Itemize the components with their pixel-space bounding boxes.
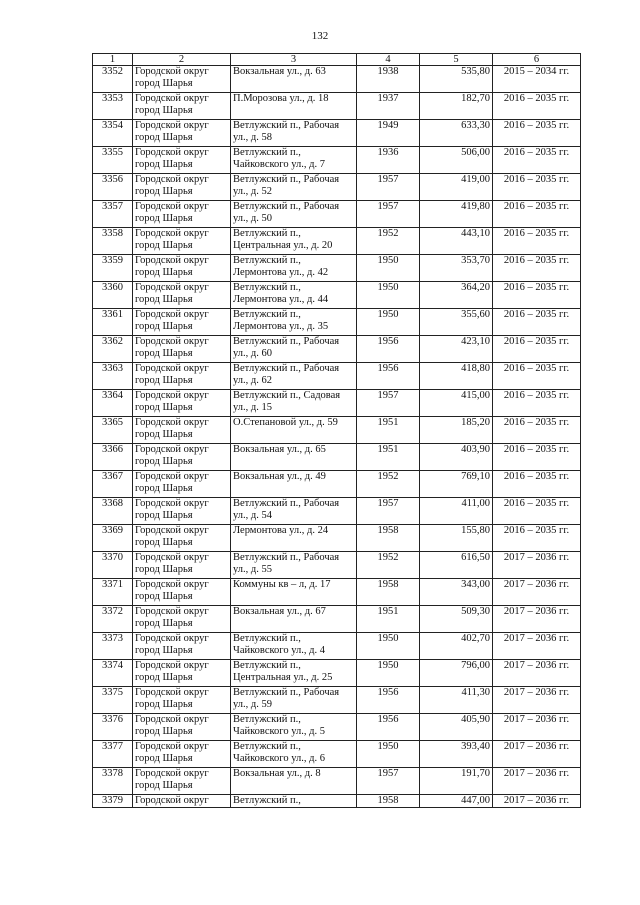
year-cell: 1952 [357,552,420,579]
row-number-cell: 3352 [93,66,133,93]
area-cell: 769,10 [420,471,493,498]
table-row [93,255,581,282]
address-cell: Вокзальная ул., д. 49 [231,471,357,498]
year-cell: 1957 [357,498,420,525]
row-number-cell: 3376 [93,714,133,741]
table-row [93,606,581,633]
table-row [93,228,581,255]
address-cell: Ветлужский п., Чайковского ул., д. 5 [231,714,357,741]
table-row [93,579,581,606]
year-cell: 1936 [357,147,420,174]
year-cell: 1957 [357,390,420,417]
municipality-cell: Городской округ город Шарья [133,714,231,741]
year-cell: 1950 [357,741,420,768]
year-cell: 1958 [357,795,420,808]
period-cell: 2017 – 2036 гг. [493,687,581,714]
period-cell: 2016 – 2035 гг. [493,444,581,471]
period-cell: 2017 – 2036 гг. [493,741,581,768]
row-number-cell: 3362 [93,336,133,363]
area-cell: 423,10 [420,336,493,363]
table-row [93,174,581,201]
address-cell: Вокзальная ул., д. 63 [231,66,357,93]
row-number-cell: 3366 [93,444,133,471]
table-row [93,417,581,444]
row-number-cell: 3367 [93,471,133,498]
area-cell: 402,70 [420,633,493,660]
column-header: 6 [493,54,581,66]
address-cell: Вокзальная ул., д. 8 [231,768,357,795]
year-cell: 1957 [357,201,420,228]
address-cell: Ветлужский п., [231,795,357,808]
year-cell: 1938 [357,66,420,93]
address-cell: Ветлужский п., Рабочая ул., д. 54 [231,498,357,525]
municipality-cell: Городской округ город Шарья [133,606,231,633]
municipality-cell: Городской округ город Шарья [133,390,231,417]
address-cell: Ветлужский п., Чайковского ул., д. 6 [231,741,357,768]
municipality-cell: Городской округ город Шарья [133,687,231,714]
area-cell: 419,80 [420,201,493,228]
area-cell: 411,30 [420,687,493,714]
period-cell: 2016 – 2035 гг. [493,336,581,363]
period-cell: 2016 – 2035 гг. [493,471,581,498]
municipality-cell: Городской округ город Шарья [133,228,231,255]
municipality-cell: Городской округ город Шарья [133,525,231,552]
municipality-cell: Городской округ город Шарья [133,471,231,498]
table-row [93,120,581,147]
year-cell: 1950 [357,282,420,309]
area-cell: 616,50 [420,552,493,579]
row-number-cell: 3377 [93,741,133,768]
address-cell: Ветлужский п., Чайковского ул., д. 4 [231,633,357,660]
address-cell: Ветлужский п., Рабочая ул., д. 60 [231,336,357,363]
area-cell: 633,30 [420,120,493,147]
address-cell: Ветлужский п., Рабочая ул., д. 62 [231,363,357,390]
row-number-cell: 3370 [93,552,133,579]
period-cell: 2017 – 2036 гг. [493,633,581,660]
municipality-cell: Городской округ город Шарья [133,120,231,147]
table-row [93,444,581,471]
area-cell: 796,00 [420,660,493,687]
area-cell: 355,60 [420,309,493,336]
municipality-cell: Городской округ город Шарья [133,633,231,660]
area-cell: 155,80 [420,525,493,552]
table-row [93,741,581,768]
municipality-cell: Городской округ город Шарья [133,336,231,363]
column-number-row [93,54,581,66]
row-number-cell: 3368 [93,498,133,525]
table-row [93,687,581,714]
year-cell: 1958 [357,525,420,552]
municipality-cell: Городской округ город Шарья [133,174,231,201]
row-number-cell: 3355 [93,147,133,174]
municipality-cell: Городской округ город Шарья [133,498,231,525]
year-cell: 1937 [357,93,420,120]
period-cell: 2017 – 2036 гг. [493,552,581,579]
row-number-cell: 3357 [93,201,133,228]
year-cell: 1952 [357,471,420,498]
address-cell: Ветлужский п., Лермонтова ул., д. 35 [231,309,357,336]
column-header: 5 [420,54,493,66]
year-cell: 1956 [357,714,420,741]
area-cell: 447,00 [420,795,493,808]
row-number-cell: 3369 [93,525,133,552]
period-cell: 2016 – 2035 гг. [493,525,581,552]
row-number-cell: 3365 [93,417,133,444]
municipality-cell: Городской округ город Шарья [133,417,231,444]
period-cell: 2016 – 2035 гг. [493,147,581,174]
period-cell: 2016 – 2035 гг. [493,417,581,444]
period-cell: 2017 – 2036 гг. [493,579,581,606]
municipality-cell: Городской округ город Шарья [133,768,231,795]
area-cell: 343,00 [420,579,493,606]
period-cell: 2017 – 2036 гг. [493,660,581,687]
table-row [93,714,581,741]
row-number-cell: 3354 [93,120,133,147]
year-cell: 1958 [357,579,420,606]
area-cell: 405,90 [420,714,493,741]
area-cell: 415,00 [420,390,493,417]
address-cell: Ветлужский п., Рабочая ул., д. 52 [231,174,357,201]
row-number-cell: 3353 [93,93,133,120]
area-cell: 185,20 [420,417,493,444]
page-number: 132 [311,30,329,42]
row-number-cell: 3360 [93,282,133,309]
column-header: 4 [357,54,420,66]
address-cell: Вокзальная ул., д. 67 [231,606,357,633]
area-cell: 506,00 [420,147,493,174]
row-number-cell: 3356 [93,174,133,201]
area-cell: 364,20 [420,282,493,309]
row-number-cell: 3373 [93,633,133,660]
period-cell: 2016 – 2035 гг. [493,282,581,309]
area-cell: 419,00 [420,174,493,201]
area-cell: 182,70 [420,93,493,120]
address-cell: О.Степановой ул., д. 59 [231,417,357,444]
address-cell: Коммуны кв – л, д. 17 [231,579,357,606]
area-cell: 535,80 [420,66,493,93]
period-cell: 2015 – 2034 гг. [493,66,581,93]
period-cell: 2016 – 2035 гг. [493,390,581,417]
municipality-cell: Городской округ город Шарья [133,444,231,471]
address-cell: Лермонтова ул., д. 24 [231,525,357,552]
address-cell: Ветлужский п., Чайковского ул., д. 7 [231,147,357,174]
period-cell: 2017 – 2036 гг. [493,606,581,633]
row-number-cell: 3358 [93,228,133,255]
row-number-cell: 3359 [93,255,133,282]
table-row [93,66,581,93]
address-cell: Ветлужский п., Центральная ул., д. 25 [231,660,357,687]
table-row [93,282,581,309]
row-number-cell: 3379 [93,795,133,808]
year-cell: 1950 [357,633,420,660]
address-cell: Ветлужский п., Рабочая ул., д. 58 [231,120,357,147]
year-cell: 1956 [357,363,420,390]
year-cell: 1950 [357,309,420,336]
year-cell: 1952 [357,228,420,255]
address-cell: Ветлужский п., Рабочая ул., д. 55 [231,552,357,579]
table-row [93,309,581,336]
period-cell: 2017 – 2036 гг. [493,714,581,741]
address-cell: Ветлужский п., Центральная ул., д. 20 [231,228,357,255]
address-cell: Вокзальная ул., д. 65 [231,444,357,471]
year-cell: 1956 [357,687,420,714]
address-cell: Ветлужский п., Лермонтова ул., д. 42 [231,255,357,282]
municipality-cell: Городской округ город Шарья [133,201,231,228]
period-cell: 2016 – 2035 гг. [493,228,581,255]
table-row [93,471,581,498]
area-cell: 411,00 [420,498,493,525]
table-row [93,660,581,687]
period-cell: 2016 – 2035 гг. [493,255,581,282]
address-cell: П.Морозова ул., д. 18 [231,93,357,120]
period-cell: 2016 – 2035 гг. [493,309,581,336]
year-cell: 1951 [357,417,420,444]
row-number-cell: 3372 [93,606,133,633]
municipality-cell: Городской округ город Шарья [133,93,231,120]
area-cell: 403,90 [420,444,493,471]
municipality-cell: Городской округ город Шарья [133,282,231,309]
table-row [93,93,581,120]
address-cell: Ветлужский п., Рабочая ул., д. 50 [231,201,357,228]
municipality-cell: Городской округ город Шарья [133,309,231,336]
table-row [93,390,581,417]
address-cell: Ветлужский п., Рабочая ул., д. 59 [231,687,357,714]
year-cell: 1957 [357,174,420,201]
period-cell: 2016 – 2035 гг. [493,363,581,390]
municipality-cell: Городской округ город Шарья [133,255,231,282]
municipality-cell: Городской округ [133,795,231,808]
municipality-cell: Городской округ город Шарья [133,741,231,768]
table-row [93,363,581,390]
municipality-cell: Городской округ город Шарья [133,579,231,606]
row-number-cell: 3374 [93,660,133,687]
row-number-cell: 3363 [93,363,133,390]
period-cell: 2016 – 2035 гг. [493,120,581,147]
period-cell: 2016 – 2035 гг. [493,93,581,120]
municipality-cell: Городской округ город Шарья [133,66,231,93]
table-row [93,795,581,808]
period-cell: 2016 – 2035 гг. [493,174,581,201]
municipality-cell: Городской округ город Шарья [133,147,231,174]
row-number-cell: 3361 [93,309,133,336]
table-row [93,201,581,228]
area-cell: 353,70 [420,255,493,282]
period-cell: 2017 – 2036 гг. [493,795,581,808]
column-header: 2 [133,54,231,66]
table-row [93,498,581,525]
table-row [93,525,581,552]
table-row [93,633,581,660]
year-cell: 1951 [357,606,420,633]
year-cell: 1950 [357,255,420,282]
year-cell: 1950 [357,660,420,687]
area-cell: 509,30 [420,606,493,633]
municipality-cell: Городской округ город Шарья [133,363,231,390]
row-number-cell: 3371 [93,579,133,606]
year-cell: 1949 [357,120,420,147]
area-cell: 443,10 [420,228,493,255]
year-cell: 1956 [357,336,420,363]
housing-register-table [92,53,581,808]
table-row [93,147,581,174]
year-cell: 1951 [357,444,420,471]
table-row [93,552,581,579]
column-header: 3 [231,54,357,66]
period-cell: 2016 – 2035 гг. [493,498,581,525]
municipality-cell: Городской округ город Шарья [133,660,231,687]
period-cell: 2017 – 2036 гг. [493,768,581,795]
area-cell: 418,80 [420,363,493,390]
column-header: 1 [93,54,133,66]
address-cell: Ветлужский п., Лермонтова ул., д. 44 [231,282,357,309]
area-cell: 191,70 [420,768,493,795]
row-number-cell: 3378 [93,768,133,795]
table-body [93,66,581,808]
year-cell: 1957 [357,768,420,795]
municipality-cell: Городской округ город Шарья [133,552,231,579]
address-cell: Ветлужский п., Садовая ул., д. 15 [231,390,357,417]
table-row [93,768,581,795]
period-cell: 2016 – 2035 гг. [493,201,581,228]
row-number-cell: 3364 [93,390,133,417]
table-row [93,336,581,363]
area-cell: 393,40 [420,741,493,768]
row-number-cell: 3375 [93,687,133,714]
